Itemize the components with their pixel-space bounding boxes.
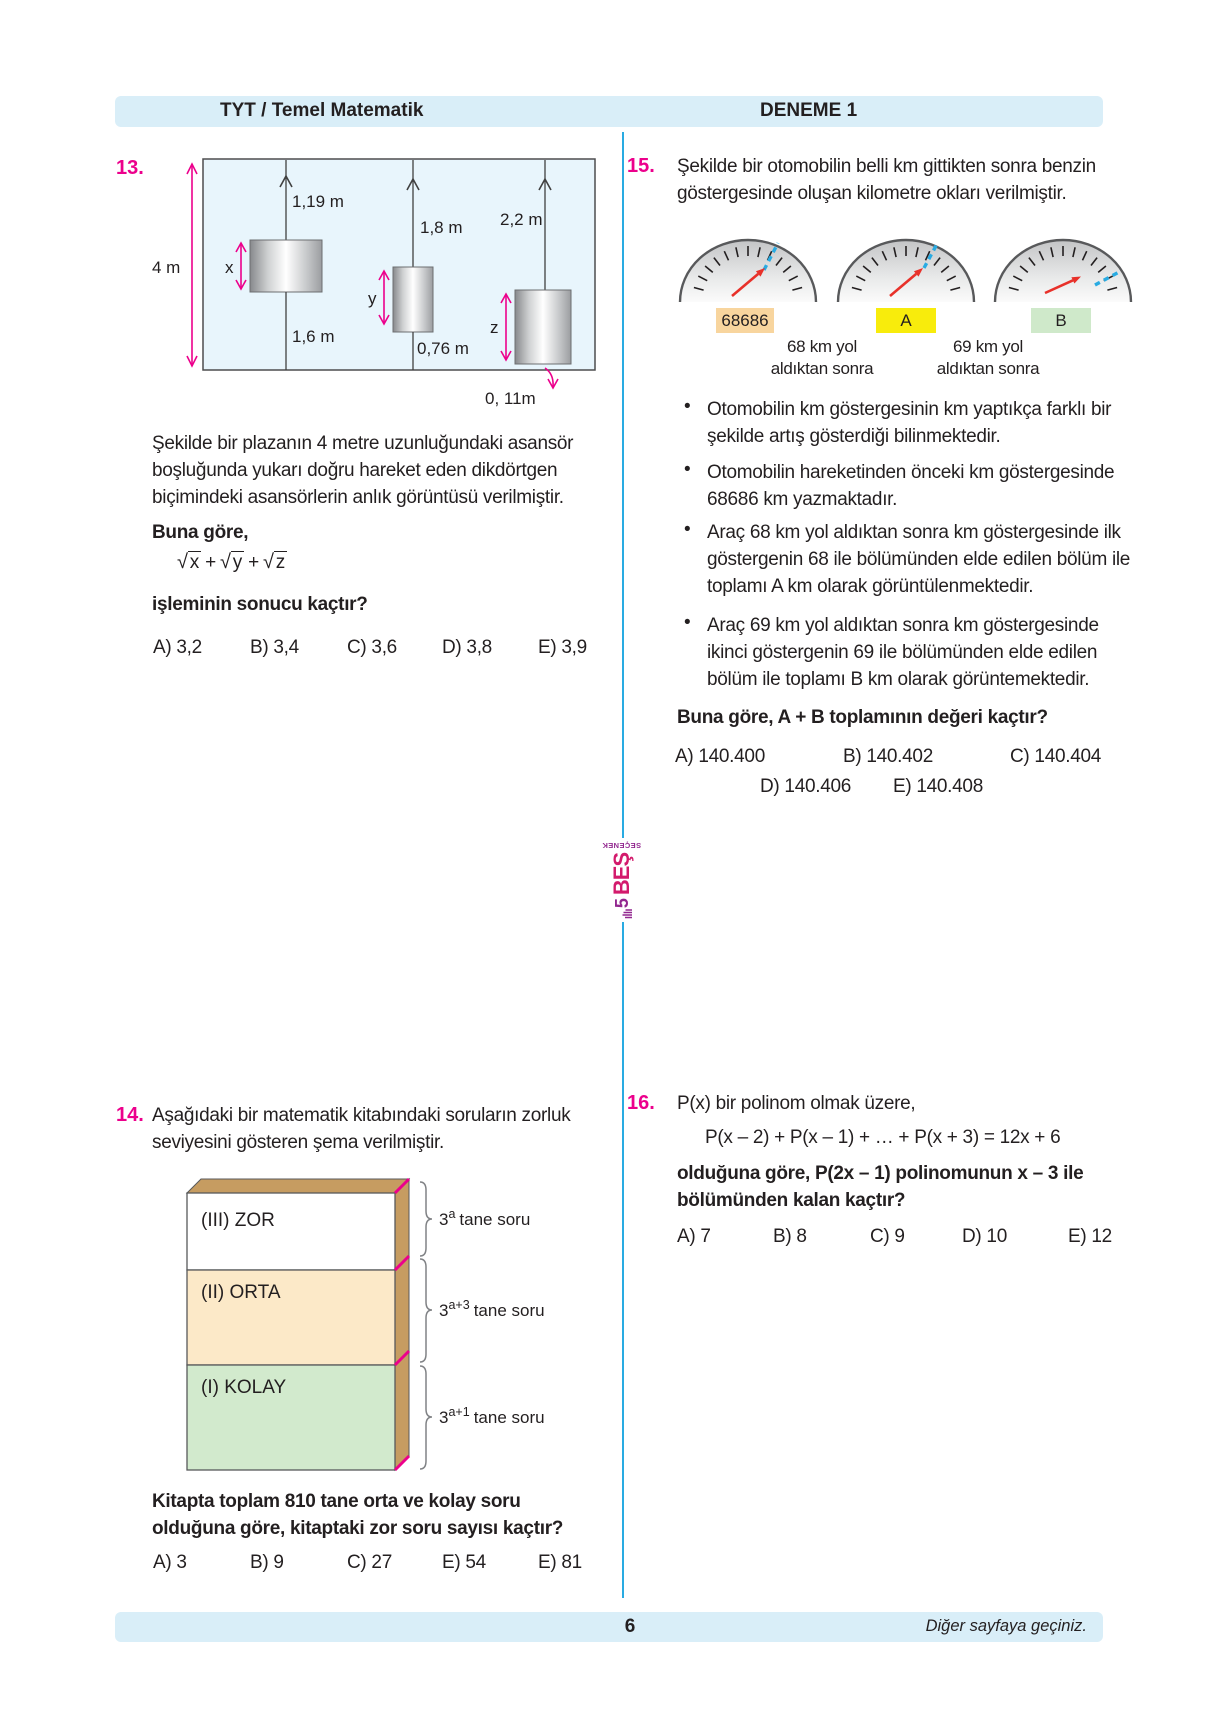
shaft-height-label: 4 m: [152, 258, 181, 277]
q16-question: olduğuna göre, P(2x – 1) polinomunun x – 3 ile bölümünden kalan kaçtır?: [677, 1163, 1084, 1211]
option: E) 3,9: [538, 637, 587, 658]
logo-five-text: 5: [611, 898, 632, 909]
car-size-label: z: [490, 318, 499, 337]
option: E) 54: [442, 1552, 486, 1573]
cable-bottom-label: 1,6 m: [292, 327, 335, 346]
count-label: 3$^a$ tane soru: [439, 1207, 531, 1229]
book-spine-face: [395, 1179, 409, 1470]
odometer-gauge-3: [993, 230, 1133, 304]
brace-icon: [420, 1259, 432, 1362]
brace-icon: [420, 1182, 432, 1256]
option: D) 3,8: [442, 637, 492, 658]
gauge-a-box: A: [876, 308, 936, 333]
plus-sign: +: [248, 552, 259, 573]
cable-top-label: 1,19 m: [292, 192, 344, 211]
brace-icon: [420, 1366, 432, 1469]
book-top-face: [187, 1179, 409, 1193]
q16-text: P(x) bir polinom olmak üzere,: [677, 1093, 916, 1114]
elevator-car: [250, 240, 322, 292]
q16-formula: P(x – 2) + P(x – 1) + … + P(x + 3) = 12x + 6: [705, 1127, 1061, 1148]
column-divider-bottom: [622, 922, 624, 1598]
formula-term: z: [275, 552, 286, 573]
gauge-caption-b: 69 km yol aldıktan sonra: [936, 337, 1040, 378]
hand-fingers-icon: [620, 908, 633, 919]
radical-sign: √: [220, 551, 231, 573]
option: E) 140.408: [893, 776, 983, 797]
q13-number: 13.: [116, 157, 144, 179]
option: E) 81: [538, 1552, 582, 1573]
q13-formula: [177, 551, 287, 574]
logo-small-text: SEÇENEK: [602, 840, 642, 850]
bullet-item: • Araç 69 km yol aldıktan sonra km göstergesinde ikinci göstergenin 69 ile bölümünden elde edilen bölüm ile toplamı B km olarak görüntemektedir.: [684, 612, 1131, 693]
header-left-title: TYT / Temel Matematik: [220, 100, 424, 121]
cable-top-label: 1,8 m: [420, 218, 463, 237]
option: C) 140.404: [1010, 746, 1102, 767]
section-label: (II) ORTA: [201, 1282, 281, 1303]
formula-term: y: [232, 552, 243, 573]
header-right-title: DENEME 1: [760, 100, 858, 121]
bullet-item: • Otomobilin km göstergesinin km yaptıkça farklı bir şekilde artış gösterdiği bilinmektedir.: [684, 396, 1131, 450]
header-bar: [115, 96, 1103, 127]
column-divider-top: [622, 132, 624, 838]
radical-sign: √: [263, 551, 274, 573]
elevator-car: [393, 267, 433, 332]
option: D) 140.406: [760, 776, 852, 797]
q14-book-diagram: [180, 1166, 610, 1486]
formula-term: x: [189, 552, 200, 573]
plus-sign: +: [205, 552, 216, 573]
option: C) 3,6: [347, 637, 397, 658]
q14-number: 14.: [116, 1104, 144, 1126]
zor-section: [187, 1193, 395, 1270]
option: A) 140.400: [675, 746, 765, 767]
q15-text: Şekilde bir otomobilin belli km gittikten sonra benzin göstergesinde oluşan kilometre okları verilmiştir.: [677, 156, 1096, 204]
count-label: $3^{a+3}$ tane soru: [439, 1298, 545, 1320]
five-hand-icon: [612, 898, 633, 919]
option: D) 10: [962, 1226, 1007, 1247]
q15-number: 15.: [627, 155, 655, 177]
footer-bar: [115, 1612, 1103, 1642]
q14-question: Kitapta toplam 810 tane orta ve kolay soru olduğuna göre, kitaptaki zor soru sayısı kaçtır?: [152, 1491, 564, 1539]
footer-note: Diğer sayfaya geçiniz.: [925, 1617, 1087, 1635]
option: B) 140.402: [843, 746, 933, 767]
odometer-gauge-1: [678, 230, 818, 304]
gauge-caption-a: 68 km yol aldıktan sonra: [770, 337, 874, 378]
q13-question: işleminin sonucu kaçtır?: [152, 594, 368, 615]
section-label: (III) ZOR: [201, 1210, 275, 1231]
q14-text: Aşağıdaki bir matematik kitabındaki soruların zorluk seviyesini gösteren şema verilmiştir.: [152, 1105, 571, 1153]
bullet-dot: •: [684, 396, 691, 417]
cable-bottom-label: 0, 11m: [485, 389, 536, 408]
q16-number: 16.: [627, 1092, 655, 1114]
gauge-b-box: B: [1031, 308, 1091, 333]
logo-big-text: BEŞ: [609, 852, 634, 896]
car-size-label: y: [368, 289, 377, 308]
option: A) 3: [153, 1552, 187, 1573]
cable-bottom-label: 0,76 m: [417, 339, 469, 358]
section-label: (I) KOLAY: [201, 1377, 287, 1398]
bullet-item: • Otomobilin hareketinden önceki km göstergesinde 68686 km yazmaktadır.: [684, 459, 1131, 513]
q13-lead: Buna göre,: [152, 522, 249, 543]
option: E) 12: [1068, 1226, 1112, 1247]
q13-elevator-diagram: [140, 143, 610, 409]
option: B) 8: [773, 1226, 807, 1247]
cable-top-label: 2,2 m: [500, 210, 543, 229]
odometer-gauge-2: [836, 230, 976, 304]
bullet-dot: •: [684, 519, 691, 540]
option: A) 3,2: [153, 637, 202, 658]
option: B) 3,4: [250, 637, 299, 658]
bullet-dot: •: [684, 459, 691, 480]
option: B) 9: [250, 1552, 284, 1573]
publisher-logo: [604, 842, 640, 918]
page-number: 6: [624, 1616, 636, 1637]
car-size-label: x: [225, 258, 234, 277]
option: C) 9: [870, 1226, 905, 1247]
option: C) 27: [347, 1552, 392, 1573]
bottom-distance-arrow: [545, 368, 558, 388]
count-label: $3^{a+1}$ tane soru: [439, 1405, 545, 1427]
bullet-dot: •: [684, 612, 691, 633]
q15-question: Buna göre, A + B toplamının değeri kaçtır?: [677, 707, 1048, 728]
option: A) 7: [677, 1226, 711, 1247]
radical-sign: √: [177, 551, 188, 573]
odometer-value-box: 68686: [716, 308, 774, 333]
braces: [420, 1182, 432, 1469]
q13-text: Şekilde bir plazanın 4 metre uzunluğundaki asansör boşluğunda yukarı doğru hareket eden dikdörtgen biçimindeki asansörlerin anlık görüntüsü verilmiştir.: [152, 433, 574, 508]
elevator-car: [515, 290, 571, 364]
bullet-item: • Araç 68 km yol aldıktan sonra km göstergesinde ilk göstergenin 68 ile bölümünden elde edilen bölüm ile toplamı A km olarak görüntülenmektedir.: [684, 519, 1131, 600]
shaft-height-arrow: [187, 164, 197, 366]
